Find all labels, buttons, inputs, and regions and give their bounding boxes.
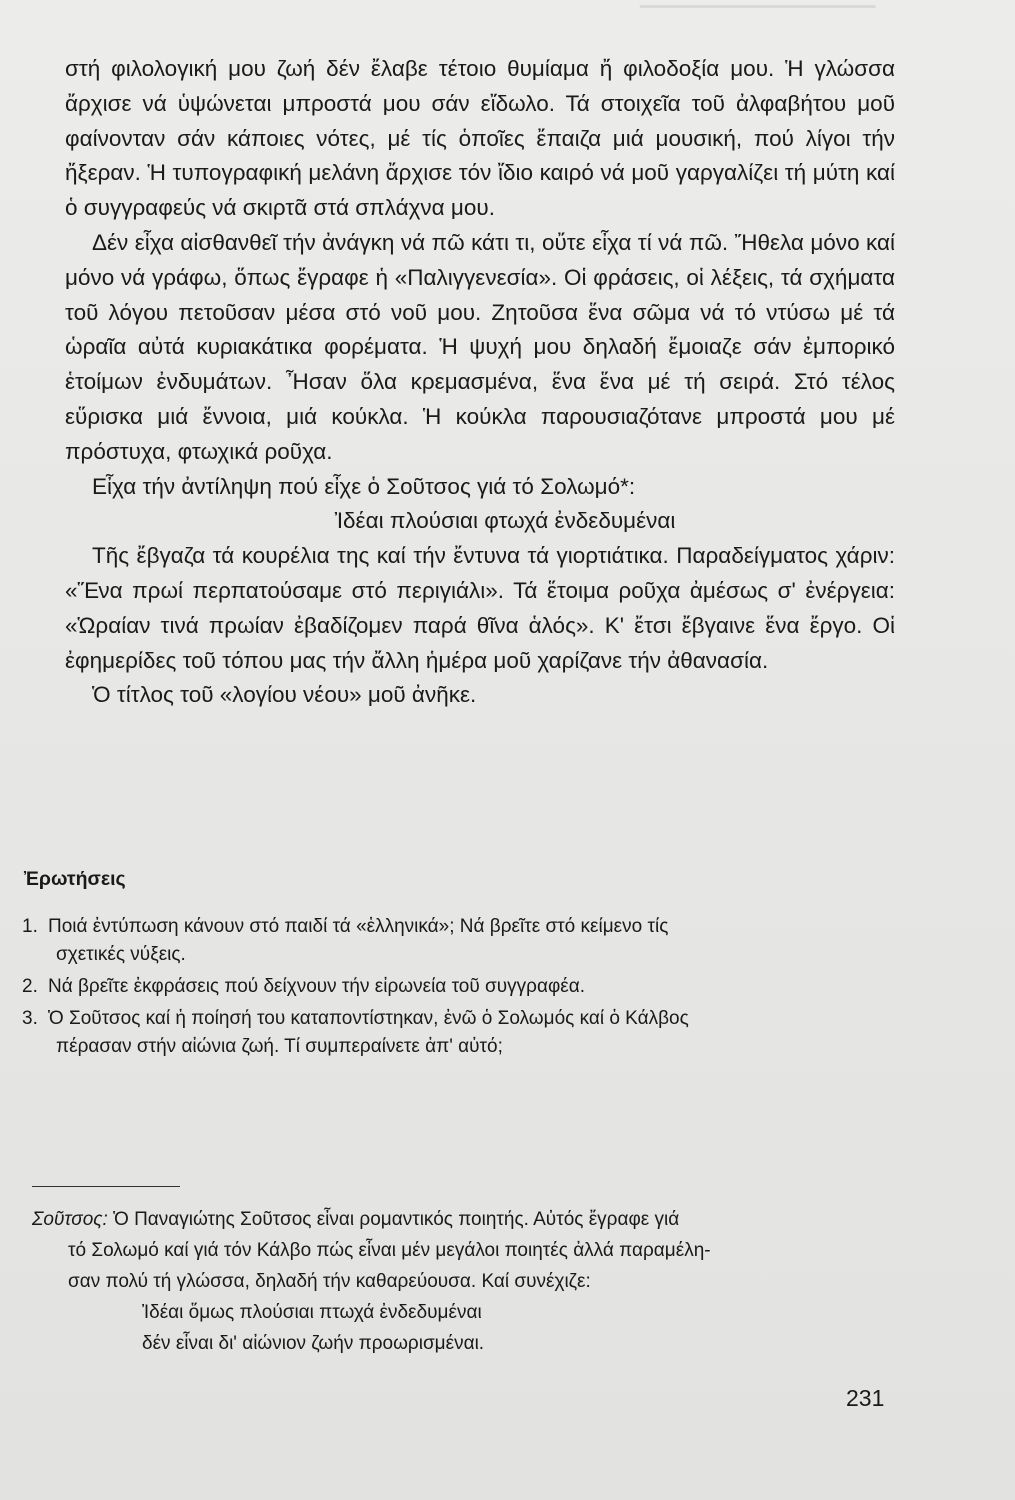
questions-section [22, 868, 902, 1065]
footnote-verse: δέν εἶναι δι' αἰώνιον ζωήν προωρισμέναι. [142, 1333, 485, 1354]
question-number: 2. [22, 976, 38, 997]
question-number: 1. [22, 916, 38, 937]
questions-heading: Ἐρωτήσεις [24, 868, 126, 890]
footnote-first-line [32, 1204, 900, 1235]
footnote-divider [32, 1186, 180, 1187]
footnote-text: τό Σολωμό καί γιά τόν Κάλβο πώς εἶναι μέν μεγάλοι ποιητές ἀλλά παραμέλη- [68, 1240, 711, 1261]
question-line: Ὁ Σοῦτσος καί ἡ ποίησή του καταποντίστηκαν, ἐνῶ ὁ Σολωμός καί ὁ Κάλβος [48, 1008, 689, 1029]
paragraph-5: Ὁ τίτλος τοῦ «λογίου νέου» μοῦ ἀνῆκε. [92, 682, 477, 708]
paragraph-2: Δέν εἶχα αἰσθανθεῖ τήν ἀνάγκη νά πῶ κάτι τι, οὔτε εἶχα τί νά πῶ. Ἤθελα μόνο καί μόνο νά γράφω, ὅπως ἔγραφε ἡ «Παλιγγενεσία». Οἱ φράσεις, οἱ λέξεις, τά σχήματα τοῦ λόγου πετοῦσαν μέσα στό νοῦ μου. Ζητοῦσα ἕνα σῶμα νά τό ντύσω μέ τά ὡραῖα αὐτά κυριακάτικα φορέματα. Ἡ ψυχή μου δηλαδή ἔμοιαζε σάν ἐμπορικό ἑτοίμων ἐνδυμάτων. Ἦσαν ὅλα κρεμασμένα, ἕνα ἕνα μέ τή σειρά. Στό τέλος εὕρισκα μιά ἔννοια, μιά κούκλα. Ἡ κούκλα παρουσιαζότανε μπροστά μου μέ πρόστυχα, φτωχικά ροῦχα. [65, 229, 895, 464]
footnote-line [32, 1235, 900, 1266]
question-line-continued: πέρασαν στήν αἰώνια ζωή. Τί συμπεραίνετε ἀπ' αὐτό; [56, 1036, 503, 1057]
footnote [32, 1204, 900, 1359]
main-text [65, 52, 895, 713]
page-number: 231 [846, 1385, 885, 1411]
footnote-line [32, 1266, 900, 1297]
question-line: Νά βρεῖτε ἐκφράσεις πού δείχνουν τήν εἰρωνεία τοῦ συγγραφέα. [48, 976, 586, 997]
paragraph-4: Τῆς ἔβγαζα τά κουρέλια της καί τήν ἔντυνα τά γιορτιάτικα. Παραδείγματος χάριν: «Ἕνα πρωί περπατούσαμε στό περιγιάλι». Τά ἕτοιμα ροῦχα ἀμέσως σ' ἐνέργεια: «Ὡραίαν τινά πρωίαν ἐβαδίζομεν παρά θῖνα ἁλός». Κ' ἔτσι ἔβγαινε ἕνα ἔργο. Οἱ ἐφημερίδες τοῦ τόπου μας τήν ἄλλη ἡμέρα μοῦ χαρίζανε τήν ἀθανασία. [65, 543, 895, 673]
question-text [48, 913, 902, 969]
footnote-term: Σοῦτσος: [32, 1209, 108, 1230]
question-number: 3. [22, 1008, 38, 1029]
paragraph-1: στή φιλολογική μου ζωή δέν ἔλαβε τέτοιο θυμίαμα ἤ φιλοδοξία μου. Ἡ γλώσσα ἄρχισε νά ὑψώνεται μπροστά μου σάν εἴδωλο. Τά στοιχεῖα τοῦ ἀλφαβήτου μοῦ φαίνονταν σάν κάποιες νότες, μέ τίς ὁποῖες ἔπαιζα μιά μουσική, πού λίγοι τήν ἤξεραν. Ἡ τυπογραφική μελάνη ἄρχισε τόν ἴδιο καιρό νά μοῦ γαργαλίζει τή μύτη καί ὁ συγγραφεύς νά σκιρτᾶ στά σπλάχνα μου. [65, 56, 895, 221]
footnote-text: Ὁ Παναγιώτης Σοῦτσος εἶναι ρομαντικός ποιητής. Αὐτός ἔγραφε γιά [113, 1209, 680, 1230]
footnote-verse: Ἰδέαι ὅμως πλούσιαι πτωχά ἐνδεδυμέναι [142, 1302, 482, 1323]
show-through-decoration: ▔▔▔▔▔▔▔▔▔▔▔▔▔▔▔▔▔ [640, 6, 876, 26]
paragraph-3: Εἶχα τήν ἀντίληψη πού εἶχε ὁ Σοῦτσος γιά τό Σολωμό*: [92, 473, 636, 499]
question-line-continued: σχετικές νύξεις. [56, 944, 186, 965]
footnote-text: σαν πολύ τή γλώσσα, δηλαδή τήν καθαρεύουσα. Καί συνέχιζε: [68, 1271, 591, 1292]
quoted-verse: Ἰδέαι πλούσιαι φτωχά ἐνδεδυμέναι [334, 508, 676, 534]
question-text [48, 1005, 902, 1061]
question-item [22, 973, 902, 1001]
question-item [22, 913, 902, 969]
question-line: Ποιά ἐντύπωση κάνουν στό παιδί τά «ἑλληνικά»; Νά βρεῖτε στό κείμενο τίς [48, 916, 669, 937]
question-item [22, 1005, 902, 1061]
question-text [48, 973, 902, 1001]
